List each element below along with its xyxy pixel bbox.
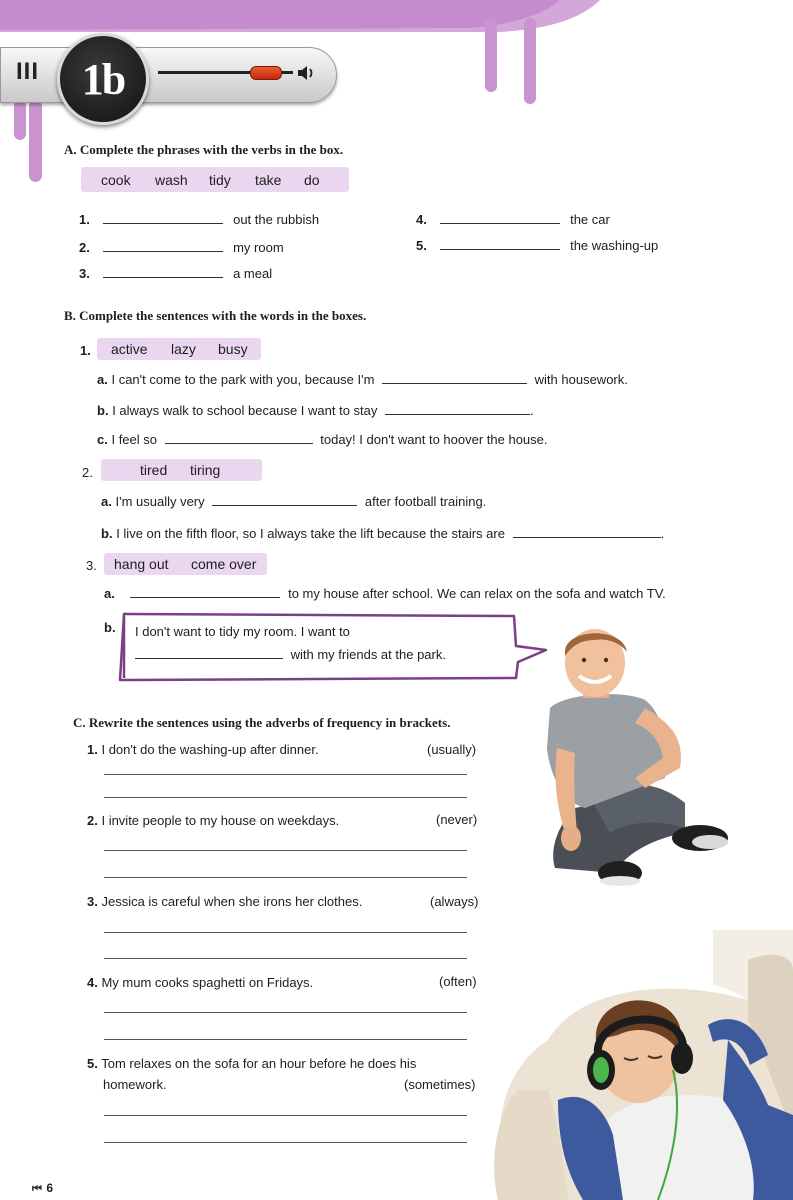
phrase-item xyxy=(79,240,284,255)
answer-blank[interactable] xyxy=(513,537,661,538)
rewrite-item xyxy=(87,742,319,757)
adverb-hint: (sometimes) xyxy=(404,1077,476,1092)
answer-line[interactable] xyxy=(104,958,467,959)
answer-line[interactable] xyxy=(104,932,467,933)
adverb-hint: (often) xyxy=(439,974,477,989)
boy-headphones-photo xyxy=(488,930,793,1200)
item-text: homework. xyxy=(103,1077,167,1092)
box-word: busy xyxy=(218,341,248,357)
answer-blank[interactable] xyxy=(135,658,283,659)
box-word: come over xyxy=(191,556,257,572)
verb-word: do xyxy=(304,172,320,188)
sentence xyxy=(101,526,664,541)
answer-blank[interactable] xyxy=(165,443,313,444)
answer-line[interactable] xyxy=(104,850,467,851)
sentence xyxy=(101,494,486,509)
item-text: I don't do the washing-up after dinner. xyxy=(101,742,319,757)
answer-line[interactable] xyxy=(104,797,467,798)
phrase-text: a meal xyxy=(233,266,273,281)
phrase-text: the car xyxy=(570,212,610,227)
unit-badge-label: 1b xyxy=(81,54,125,104)
sentence-label: b. xyxy=(97,403,109,418)
answer-blank[interactable] xyxy=(385,414,530,415)
answer-blank[interactable] xyxy=(103,277,223,278)
item-number: 2. xyxy=(87,813,98,828)
item-number: 2. xyxy=(79,240,90,255)
unit-badge xyxy=(57,33,149,125)
phrase-text: my room xyxy=(233,240,284,255)
item-number: 1. xyxy=(87,742,98,757)
item-text: I invite people to my house on weekdays. xyxy=(101,813,340,828)
sentence-text: . xyxy=(530,403,534,418)
speaker-icon[interactable] xyxy=(297,64,317,82)
sentence-label: c. xyxy=(97,432,108,447)
sentence xyxy=(97,372,628,387)
answer-blank[interactable] xyxy=(440,249,560,250)
sentence-label: b. xyxy=(101,526,113,541)
section-b-title: B. Complete the sentences with the words in the boxes. xyxy=(64,308,367,323)
footer-page xyxy=(32,1179,53,1197)
item-number: 2. xyxy=(82,465,93,480)
boy-sitting-photo xyxy=(535,628,735,890)
sentence-label: a. xyxy=(101,494,112,509)
sentence-text: today! I don't want to hoover the house. xyxy=(320,432,548,447)
verb-word: tidy xyxy=(209,172,231,188)
answer-line[interactable] xyxy=(104,774,467,775)
item-number: 4. xyxy=(416,212,427,227)
phrase-text: out the rubbish xyxy=(233,212,320,227)
box-word: lazy xyxy=(171,341,196,357)
adverb-hint: (usually) xyxy=(427,742,477,757)
bubble-text: with my friends at the park. xyxy=(290,647,446,662)
phrase-item xyxy=(79,266,272,281)
sentence-text: I can't come to the park with you, because I'm xyxy=(111,372,375,387)
item-text: Jessica is careful when she irons her clothes. xyxy=(101,894,363,909)
sentence-text: to my house after school. We can relax on the sofa and watch TV. xyxy=(288,586,666,601)
answer-blank[interactable] xyxy=(130,597,280,598)
bars-icon: III xyxy=(16,58,40,85)
phrase-item xyxy=(416,238,658,253)
verb-word: take xyxy=(255,172,282,188)
answer-line[interactable] xyxy=(104,877,467,878)
adverb-hint: (always) xyxy=(430,894,479,909)
back-arrows-icon[interactable]: ⏮ xyxy=(32,1182,42,1195)
sentence-text: with housework. xyxy=(534,372,628,387)
sentence xyxy=(97,403,534,418)
sentence xyxy=(97,432,548,447)
sentence-text: I always walk to school because I want to stay xyxy=(112,403,378,418)
item-number: 3. xyxy=(79,266,90,281)
answer-blank[interactable] xyxy=(103,251,223,252)
section-c-title: C. Rewrite the sentences using the adverbs of frequency in brackets. xyxy=(73,715,451,730)
box-word: hang out xyxy=(114,556,169,572)
sentence xyxy=(104,586,666,601)
audio-progress-handle[interactable] xyxy=(250,66,282,80)
box-word: tiring xyxy=(190,462,221,478)
item-number: 5. xyxy=(87,1056,98,1071)
rewrite-item xyxy=(87,894,362,909)
phrase-item xyxy=(79,212,319,227)
item-number: 1. xyxy=(80,343,91,358)
item-text: My mum cooks spaghetti on Fridays. xyxy=(101,975,314,990)
phrase-item xyxy=(416,212,610,227)
rewrite-item xyxy=(87,975,313,990)
answer-blank[interactable] xyxy=(440,223,560,224)
item-number: 3. xyxy=(86,558,97,573)
word-box xyxy=(101,459,262,481)
adverb-hint: (never) xyxy=(436,812,478,827)
box-word: tired xyxy=(140,462,168,478)
answer-line[interactable] xyxy=(104,1012,467,1013)
answer-line[interactable] xyxy=(104,1115,467,1116)
item-text: Tom relaxes on the sofa for an hour before he does his xyxy=(101,1056,417,1071)
sentence-text: after football training. xyxy=(364,494,487,509)
verb-word: cook xyxy=(101,172,131,188)
verb-word: wash xyxy=(155,172,188,188)
audio-toolbar xyxy=(0,47,337,103)
sentence-text: . xyxy=(660,526,665,541)
rewrite-item xyxy=(87,813,339,828)
answer-blank[interactable] xyxy=(382,383,527,384)
page-number: 6 xyxy=(46,1181,54,1195)
bubble-sentence xyxy=(135,647,446,662)
sentence-label: b. xyxy=(104,620,116,635)
item-number: 5. xyxy=(416,238,427,253)
item-number: 4. xyxy=(87,975,98,990)
answer-blank[interactable] xyxy=(103,223,223,224)
answer-line[interactable] xyxy=(104,1142,467,1143)
box-word: active xyxy=(111,341,148,357)
answer-blank[interactable] xyxy=(212,505,357,506)
sentence-label: a. xyxy=(97,372,108,387)
sentence-label: a. xyxy=(104,586,115,601)
sentence-text: I'm usually very xyxy=(115,494,205,509)
sentence-text: I feel so xyxy=(111,432,157,447)
sentence-text: I live on the fifth floor, so I always take the lift because the stairs are xyxy=(116,526,505,541)
item-number: 3. xyxy=(87,894,98,909)
item-number: 1. xyxy=(79,212,90,227)
rewrite-item xyxy=(87,1056,416,1071)
phrase-text: the washing-up xyxy=(570,238,659,253)
answer-line[interactable] xyxy=(104,1039,467,1040)
section-a-title: A. Complete the phrases with the verbs in the box. xyxy=(64,142,344,157)
bubble-text: I don't want to tidy my room. I want to xyxy=(135,624,350,639)
